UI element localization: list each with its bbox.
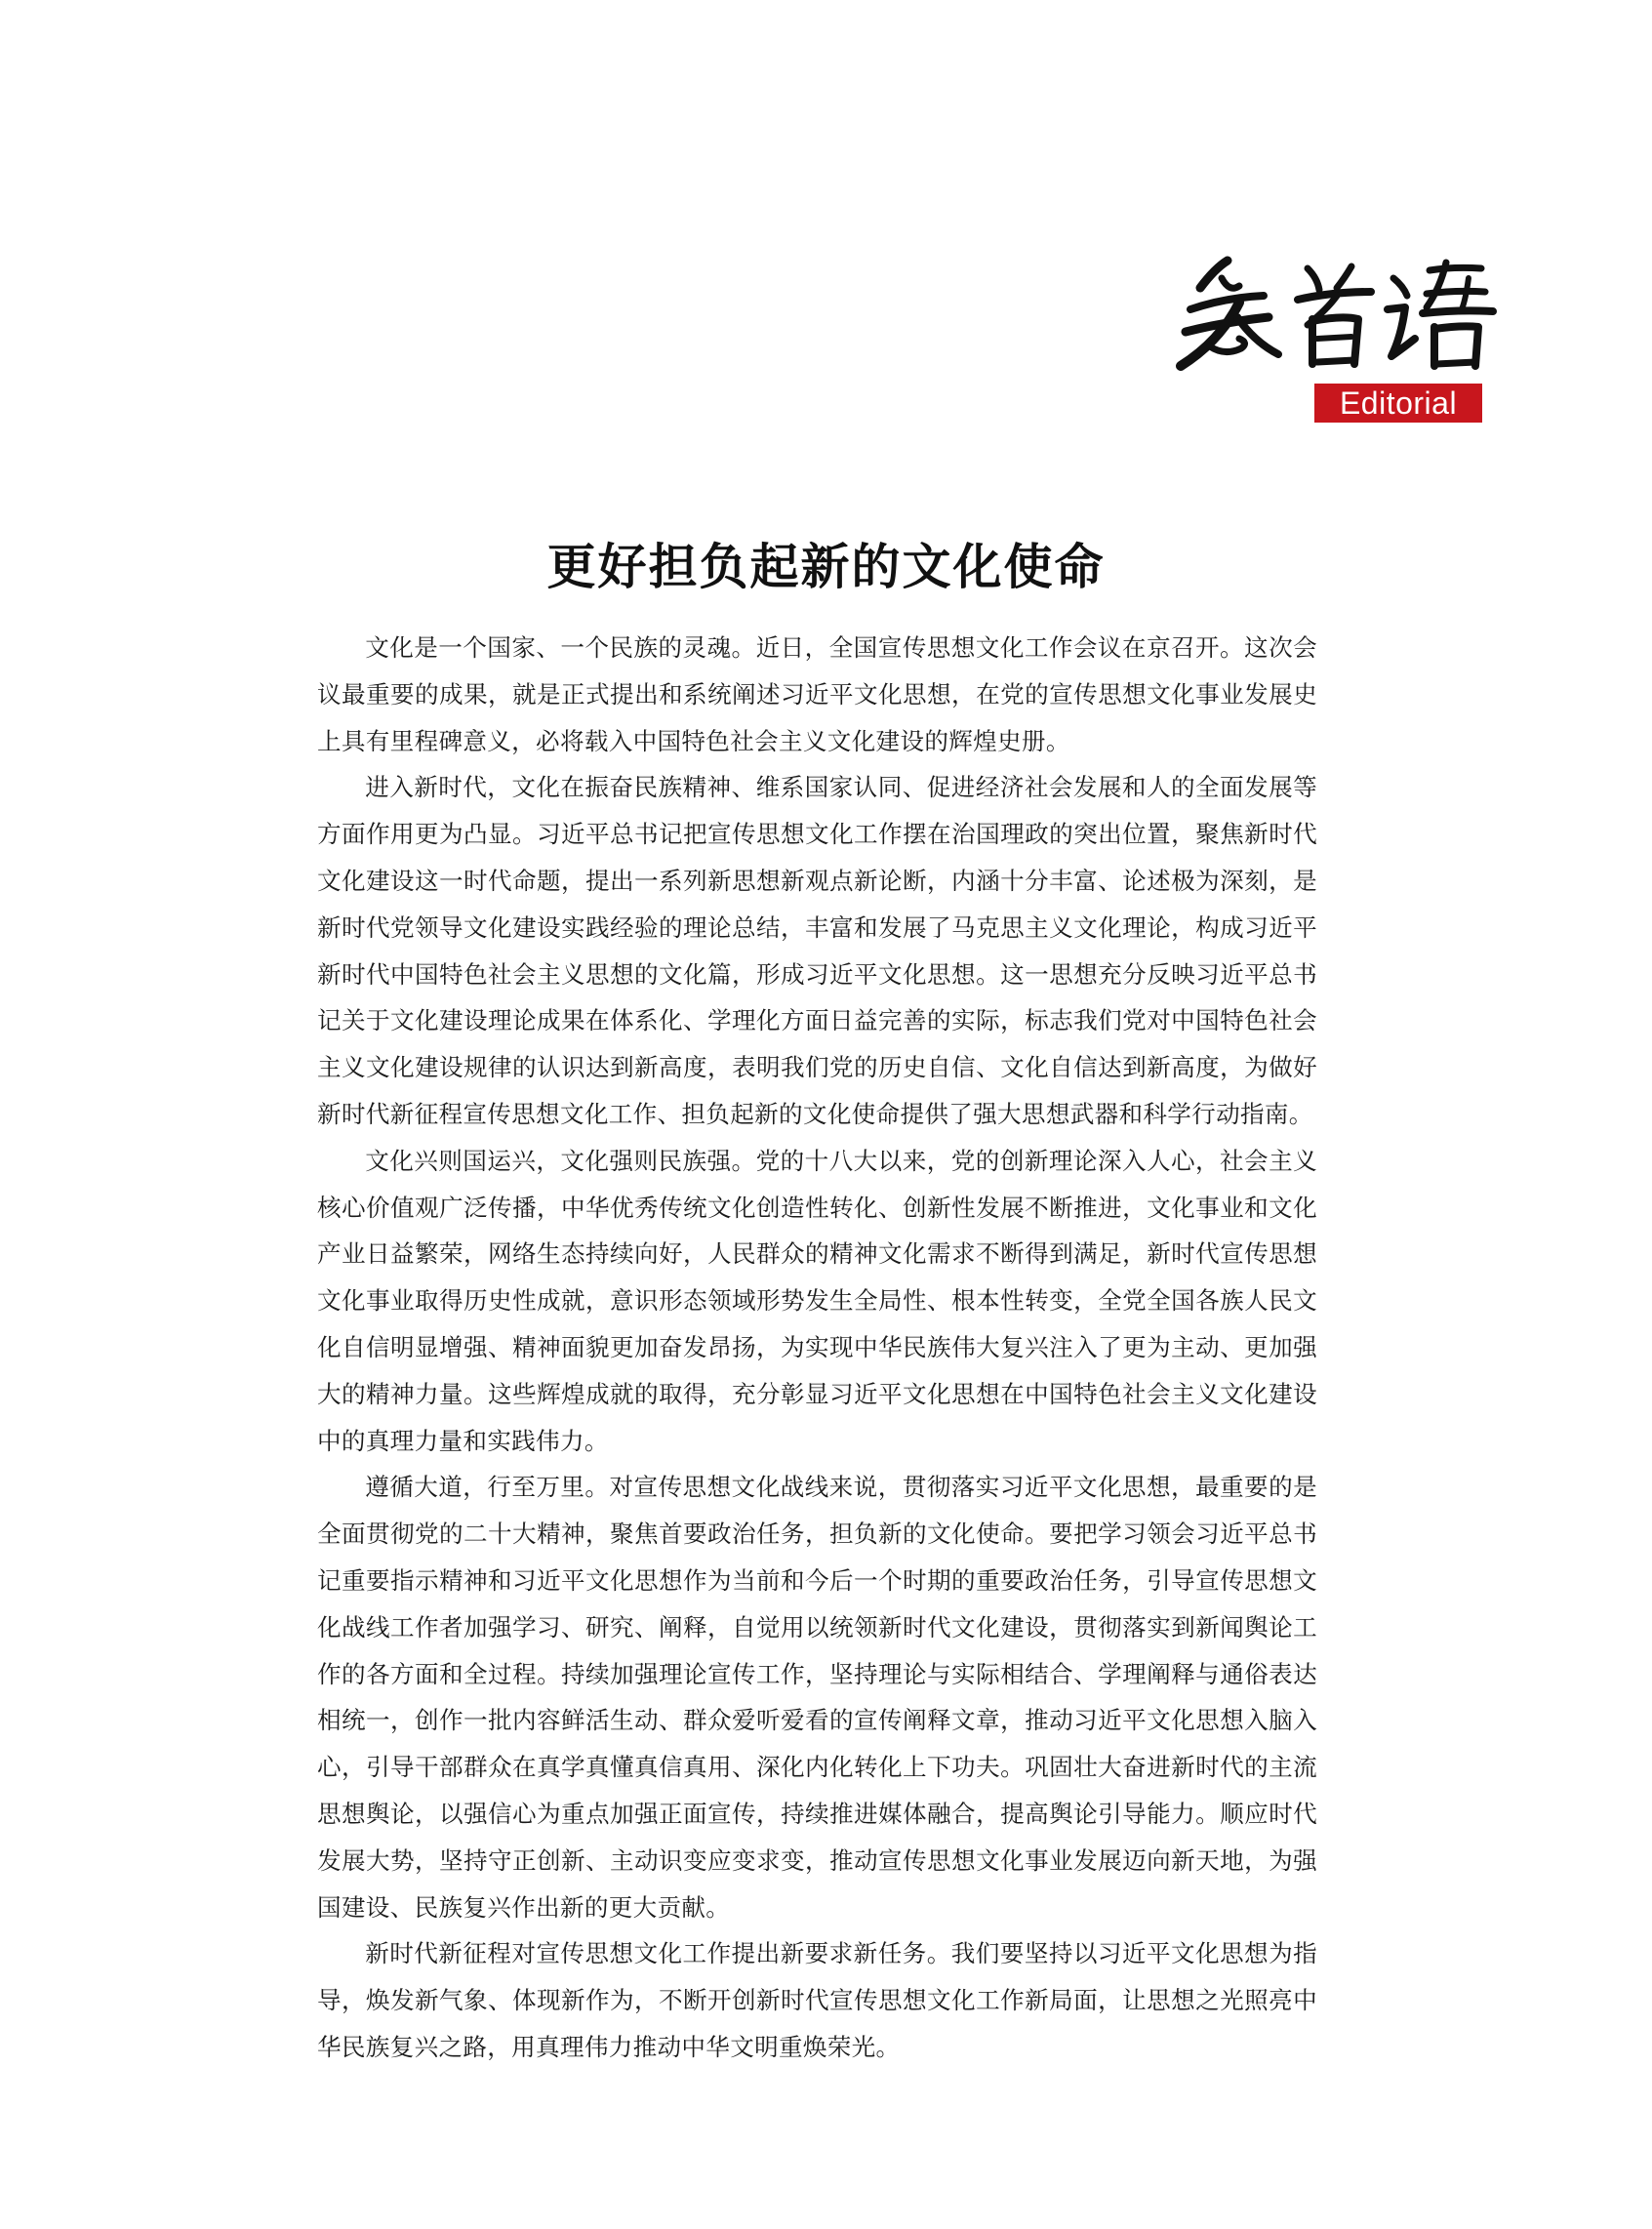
editorial-header-logo [1171,249,1503,425]
calligraphy-title-image [1171,249,1503,395]
article-body [317,625,1317,2071]
paragraph-1: 文化是一个国家、一个民族的灵魂。近日，全国宣传思想文化工作会议在京召开。这次会议最重要的成果，就是正式提出和系统阐述习近平文化思想，在党的宣传思想文化事业发展史上具有里程碑意义，必将载入中国特色社会主义文化建设的辉煌史册。 [317,633,1317,755]
paragraph-3: 文化兴则国运兴，文化强则民族强。党的十八大以来，党的创新理论深入人心，社会主义核心价值观广泛传播，中华优秀传统文化创造性转化、创新性发展不断推进，文化事业和文化产业日益繁荣，网络生态持续向好，人民群众的精神文化需求不断得到满足，新时代宣传思想文化事业取得历史性成就，意识形态领域形势发生全局性、根本性转变，全党全国各族人民文化自信明显增强、精神面貌更加奋发昂扬，为实现中华民族伟大复兴注入了更为主动、更加强大的精神力量。这些辉煌成就的取得，充分彰显习近平文化思想在中国特色社会主义文化建设中的真理力量和实践伟力。 [317,1146,1317,1455]
editorial-badge: Editorial [1314,384,1482,423]
paragraph-4: 遵循大道，行至万里。对宣传思想文化战线来说，贯彻落实习近平文化思想，最重要的是全面贯彻党的二十大精神，聚焦首要政治任务，担负新的文化使命。要把学习领会习近平总书记重要指示精神和习近平文化思想作为当前和今后一个时期的重要政治任务，引导宣传思想文化战线工作者加强学习、研究、阐释，自觉用以统领新时代文化建设，贯彻落实到新闻舆论工作的各方面和全过程。持续加强理论宣传工作，坚持理论与实际相结合、学理阐释与通俗表达相统一，创作一批内容鲜活生动、群众爱听爱看的宣传阐释文章，推动习近平文化思想入脑入心，引导干部群众在真学真懂真信真用、深化内化转化上下功夫。巩固壮大奋进新时代的主流思想舆论，以强信心为重点加强正面宣传，持续推进媒体融合，提高舆论引导能力。顺应时代发展大势，坚持守正创新、主动识变应变求变，推动宣传思想文化事业发展迈向新天地，为强国建设、民族复兴作出新的更大贡献。 [317,1473,1317,1922]
paragraph-5: 新时代新征程对宣传思想文化工作提出新要求新任务。我们要坚持以习近平文化思想为指导，焕发新气象、体现新作为，不断开创新时代宣传思想文化工作新局面，让思想之光照亮中华民族复兴之路，用真理伟力推动中华文明重焕荣光。 [317,1939,1317,2061]
paragraph-2: 进入新时代，文化在振奋民族精神、维系国家认同、促进经济社会发展和人的全面发展等方面作用更为凸显。习近平总书记把宣传思想文化工作摆在治国理政的突出位置，聚焦新时代文化建设这一时代命题，提出一系列新思想新观点新论断，内涵十分丰富、论述极为深刻，是新时代党领导文化建设实践经验的理论总结，丰富和发展了马克思主义文化理论，构成习近平新时代中国特色社会主义思想的文化篇，形成习近平文化思想。这一思想充分反映习近平总书记关于文化建设理论成果在体系化、学理化方面日益完善的实际，标志我们党对中国特色社会主义文化建设规律的认识达到新高度，表明我们党的历史自信、文化自信达到新高度，为做好新时代新征程宣传思想文化工作、担负起新的文化使命提供了强大思想武器和科学行动指南。 [317,773,1317,1128]
article-title: 更好担负起新的文化使命 [546,537,1106,595]
